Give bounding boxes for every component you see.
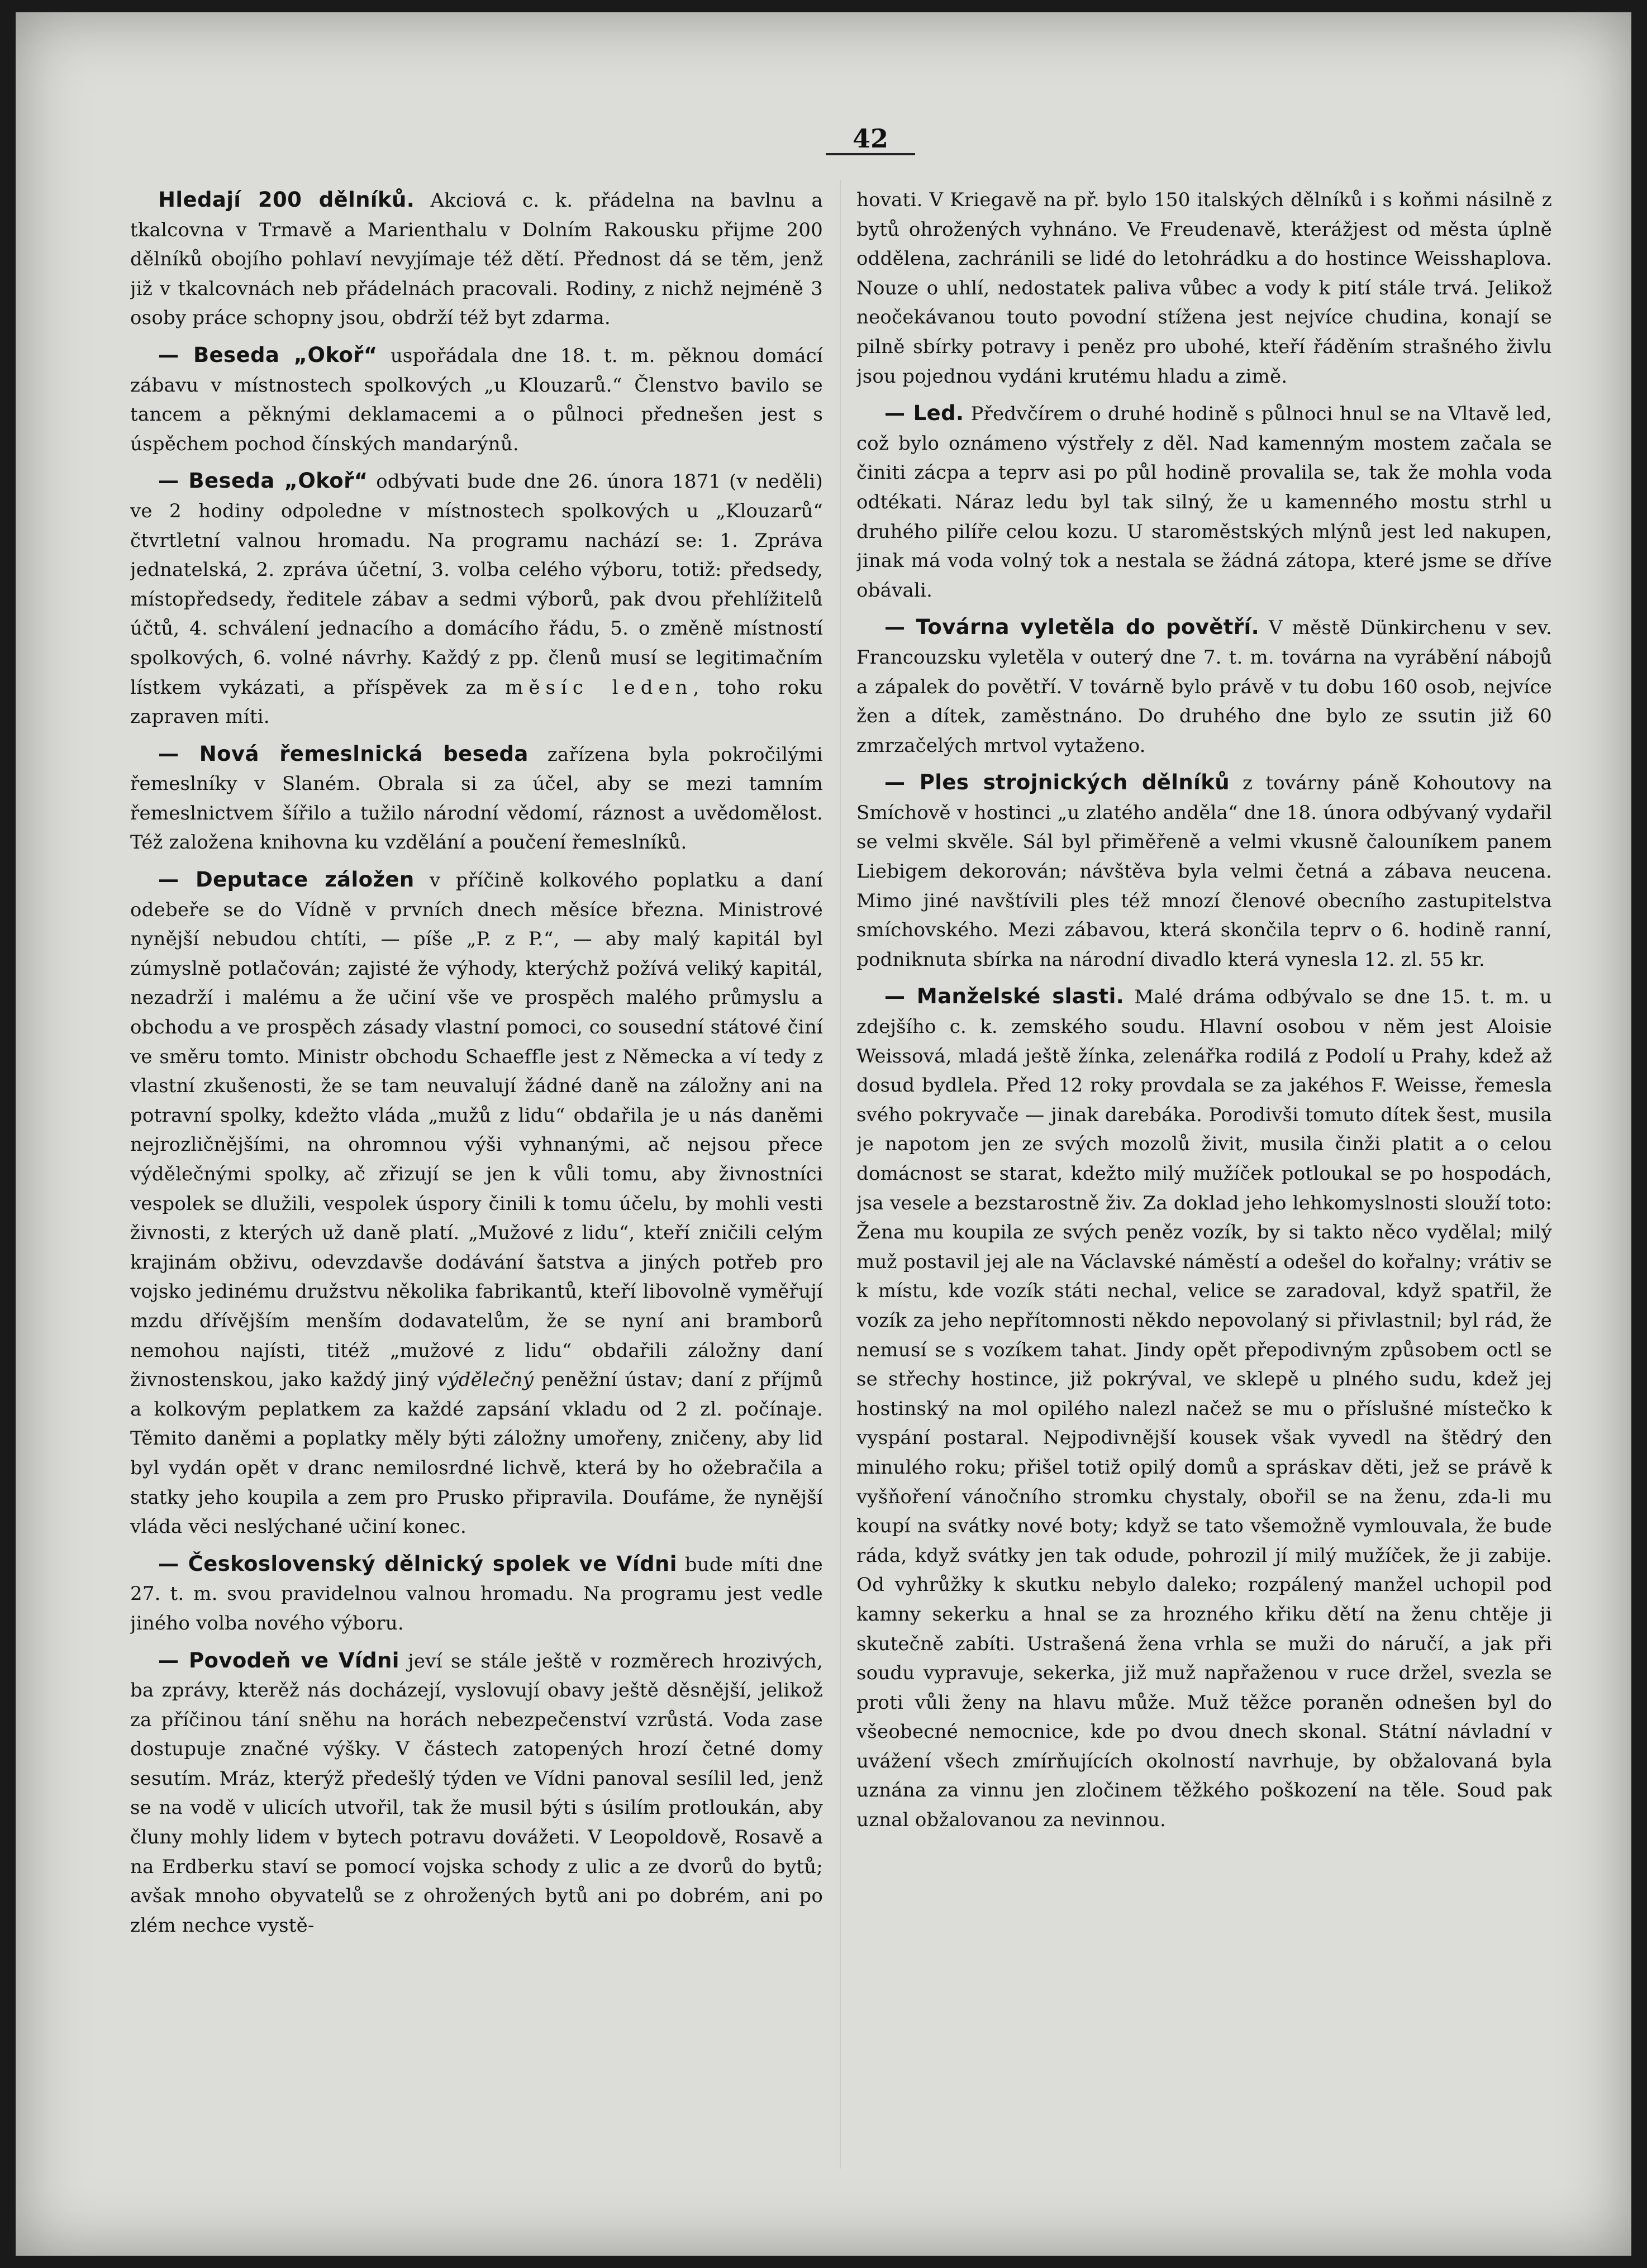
article-italic-text: výdělečný <box>436 1369 534 1392</box>
article-beseda-meeting <box>130 466 823 731</box>
article-vienna-flood <box>130 1646 823 1941</box>
article-body: V městě Dünkirchenu v sev. Francouzsku vyletěla v outerý dne 7. t. m. továrna na vyrábění nábojů a zápalek do povětří. V továrně bylo právě v tu dobu 160 osob, nejvíce žen a dítek, zaměstnáno. Do druhého dne bylo ze ssutin již 60 zmrzačelých mrtvol vytaženo. <box>856 617 1552 757</box>
article-body: uspořádala dne 18. t. m. pěknou domácí zábavu v místnostech spolkových „u Klouzarů.“ Členstvo bavilo se tancem a pěknými deklamacemi a o půlnoci přednešen jest s úspěchem pochod čínských mandarýnů. <box>130 344 823 455</box>
article-czechoslav-union <box>130 1550 823 1638</box>
article-heading: — Manželské slasti. <box>884 984 1125 1009</box>
article-heading: — Nová řemeslnická beseda <box>158 741 529 766</box>
article-heading: — Ples strojnických dělníků <box>884 770 1230 795</box>
article-body: , toho roku zapraven míti. <box>130 676 823 728</box>
article-body: odbývati bude dne 26. února 1871 (v neděli) ve 2 hodiny odpoledne v místnostech spolkových u „Klouzarů“ čtvrtletní valnou hromadu. Na programu nachází se: 1. Zpráva jednatelská, 2. zpráva účetní, 3. volba celého výboru, totiž: předsedy, místopředsedy, ředitele zábav a sedmi výborů, pak dvou přehlížitelů účtů, 4. schválení jednacího a domácího řádu, 5. o změně místností spolkových, 6. volné návrhy. Každý z pp. členů musí se legitimačním lístkem vykázati, a příspěvek za <box>130 470 823 699</box>
article-marital-bliss <box>856 982 1552 1835</box>
article-beseda-party <box>130 341 823 459</box>
right-column <box>856 185 1552 2174</box>
article-body: v příčině kolkového poplatku a daní odebeře se do Vídně v prvních dnech měsíce března. Ministrové nynější nebudou chtíti, — píše „P. z P.“, — aby malý kapitál byl zúmyslně potlačován; zajisté že výhody, kterýchž požívá veliký kapitál, nezadrží i malému a že učiní vše ve prospěch malého průmyslu a obchodu a ve prospěch zásady vlastní pomoci, co sousední státové činí ve směru tomto. Ministr obchodu Schaeffle jest z Německa a ví tedy z vlastní zkušenosti, že se tam neuvalují žádné daně na záložny ani na potravní spolky, kdežto vláda „mužů z lidu“ obdařila je u nás daněmi nejrozličnějšími, na ohromnou výši vyhnanými, ač nejsou přece výdělečnými spolky, ač zřizují se jen k vůli tomu, aby živnostníci vespolek se dlužili, vespolek úspory činili k tomu účelu, by mohli vesti živnosti, z kterých už daně platí. „Mužové z lidu“, kteří zničili celým krajinám obživu, odevzdavše dodávání šatstva a jiných potřeb pro vojsko jedinému družstvu několika fabrikantů, kteří libovolně vyměřují mzdu dřívějším menším dodavatelům, že se nyní ani bramborů nemohou najísti, titéž „mužové z lidu“ obdařili záložny daní živnostenskou, jako každý jiný <box>130 869 823 1392</box>
article-body: zařízena byla pokročilými řemeslníky v Slaném. Obrala si za účel, aby se mezi tamním řemeslnictvem šířilo a tužilo národní vědomí, ráznost a uvědomělost. Též založena knihovna ku vzdělání a poučení řemeslníků. <box>130 743 823 854</box>
article-heading: Hledají 200 dělníků. <box>158 188 415 212</box>
article-heading: — Led. <box>884 401 964 426</box>
column-divider <box>840 180 841 2169</box>
article-heading: — Beseda „Okoř“ <box>158 469 368 493</box>
article-craftsmen <box>130 740 823 857</box>
article-ice <box>856 399 1552 605</box>
article-vienna-flood-continued <box>856 185 1552 391</box>
newspaper-page <box>16 12 1631 2256</box>
article-heading: — Československý dělnický spolek ve Vídni <box>158 1551 677 1576</box>
article-body: bude míti dne 27. t. m. svou pravidelnou valnou hromadu. Na programu jest vedle jiného volba nového výboru. <box>130 1553 823 1635</box>
article-spaced-text: měsíc leden <box>505 676 693 699</box>
article-workers-ball <box>856 768 1552 974</box>
article-body: hovati. V Kriegavě na př. bylo 150 italských dělníků i s koňmi násilně z bytů ohrožených vyhnáno. Ve Freudenavě, kterážjest od města úplně oddělena, zachránili se lidé do letohrádku a do hostince Weisshaplova. Nouze o uhlí, nedostatek paliva vůbec a vody k pití stále trvá. Jelikož neočekávanou touto povodní stížena jest nejvíce chudina, konají se pilně sbírky potravy i peněz pro ubohé, kteří řáděním strašného živlu jsou pojednou vydáni krutému hladu a zimě. <box>856 189 1552 388</box>
article-heading: — Beseda „Okoř“ <box>158 342 378 367</box>
article-body: jeví se stále ještě v rozměrech hrozivých, ba zprávy, kterěž nás docházejí, vyslovují obavy ještě děsnější, jelikož za příčinou tání sněhu na horách nebezpečenství vzrůstá. Voda zase dostupuje značné výšky. V částech zatopených hrozí četné domy sesutím. Mráz, kterýž předešlý týden ve Vídni panoval sesílil led, jenž se na vodě v ulicích utvořil, tak že musil býti s úsilím protloukán, aby čluny mohly lidem v bytech potravu dovážeti. V Leopoldově, Rosavě a na Erdberku staví se pomocí vojska schody z ulic a ze dvorů do bytů; avšak mnoho obyvatelů se z ohrožených bytů ani po dobrém, ani po zlém nechce vystě- <box>130 1650 823 1937</box>
article-heading: — Povodeň ve Vídni <box>158 1648 399 1673</box>
article-body: peněžní ústav; daní z příjmů a kolkovým peplatkem za každé zapsání vkladu od 2 zl. počínaje. Těmito daněmi a poplatky měly býti záložny umořeny, zničeny, aby lid byl vydán opět v dranc nemilosrdné lichvě, která by ho ožebračila a statky jeho koupila a zem pro Prusko připravila. Doufáme, že nynější vláda věci neslýchané učiní konec. <box>130 1369 823 1538</box>
article-body: z továrny páně Kohoutovy na Smíchově v hostinci „u zlatého anděla“ dne 18. února odbývaný vydařil se velmi skvěle. Sál byl přiměřeně a velmi vkusně čalouníkem panem Liebigem dekorován; návštěva byla velmi četná a zábava neucena. Mimo jiné navštívili ples též mnozí členové obecního zastupitelstva smíchovského. Mezi zábavou, která skončila teprv o 6. hodině ranní, podniknuta sbírka na národní divadlo která vynesla 12. zl. 55 kr. <box>856 772 1552 971</box>
article-body: Akciová c. k. přádelna na bavlnu a tkalcovna v Trmavě a Marienthalu v Dolním Rakousku přijme 200 dělníků obojího pohlaví nevyjímaje též dětí. Přednost dá se těm, jenž již v tkalcovnách neb přádelnách pracovali. Rodiny, z nichž nejméně 3 osoby práce schopny jsou, obdrží též byt zdarma. <box>130 189 823 330</box>
article-body: Předvčírem o druhé hodině s půlnoci hnul se na Vltavě led, což bylo oznámeno výstřely z děl. Nad kamenným mostem začala se činiti zácpa a teprv asi po půl hodině provalila se, tak že mohla voda odtékati. Náraz ledu byl tak silný, že u kamenného mostu strhl u druhého pilíře celou kozu. U staroměstských mlýnů jest led nakupen, jinak má voda volný tok a nestala se žádná zátopa, které jsme se dříve obávali. <box>856 403 1552 602</box>
page-number: 42 <box>826 124 915 155</box>
article-body: Malé dráma odbývalo se dne 15. t. m. u zdejšího c. k. zemského soudu. Hlavní osobou v něm jest Aloisie Weissová, mladá ještě žínka, zelenářka rodilá z Podolí u Prahy, kdež až dosud bydlela. Před 12 roky provdala se za jakéhos F. Weisse, řemesla svého pokryvače — jinak darebáka. Porodivši tomuto dítek šest, musila je napotom jen ze svých mozolů živit, musila činži platit a o celou domácnost se starat, kdežto milý mužíček potloukal se po hospodách, jsa vesele a bezstarostně živ. Za doklad jeho lehkomyslnosti slouží toto: Žena mu koupila ze svých peněz vozík, by si takto něco vydělal; milý muž postavil jej ale na Václavské náměstí a odešel do kořalny; vrátiv se k místu, kde vozík státi nechal, velice se zaradoval, když spatřil, že vozík za jeho nepřítomnosti někdo nepovolaný si přivlastnil; byl rád, že nemusí se s vozíkem tahat. Jindy opět přepodivným způsobem octl se se střechy hostince, již pokrýval, ve sklepě u plného sudu, kdež jej hostinský na mol opilého nalezl načež se mu o příslušné místečko k vyspání postaral. Nejpodivnější kousek však vyvedl na štědrý den minulého roku; přišel totiž opilý domů a spráskav děti, jež se právě k vyšňoření vánočního stromku chystaly, obořil se na ženu, zda-li mu koupí na svátky nové boty; když se tato všemožně vymlouvala, že bude ráda, když svátky jen tak odude, pohrozil jí milý mužíček, že ji zabije. Od vyhrůžky k skutku nebylo daleko; rozpálený manžel uchopil pod kamny sekerku a hnal se za hrozného křiku dětí na ženu chtěje ji skutečně zabíti. Ustrašená žena vrhla se muži do náručí, a jak při soudu vypravuje, sekerka, již muž napřaženou v ruce držel, svezla se proti vůli ženy na hlavu může. Muž těžce poraněn odnešen byl do všeobecné nemocnice, kde po dvou dnech skonal. Státní návladní v uvážení všech zmírňujících okolností navrhuje, by obžalovaná byla uznána za vinnu jen zločinem těžkého poškození na těle. Soud pak uznal obžalovanou za nevinnou. <box>856 986 1552 1832</box>
article-workers <box>130 185 823 333</box>
article-deputation <box>130 865 823 1542</box>
article-factory-explosion <box>856 613 1552 760</box>
article-heading: — Továrna vyletěla do povětří. <box>884 615 1260 640</box>
article-heading: — Deputace záložen <box>158 868 415 892</box>
left-column <box>130 185 823 2174</box>
